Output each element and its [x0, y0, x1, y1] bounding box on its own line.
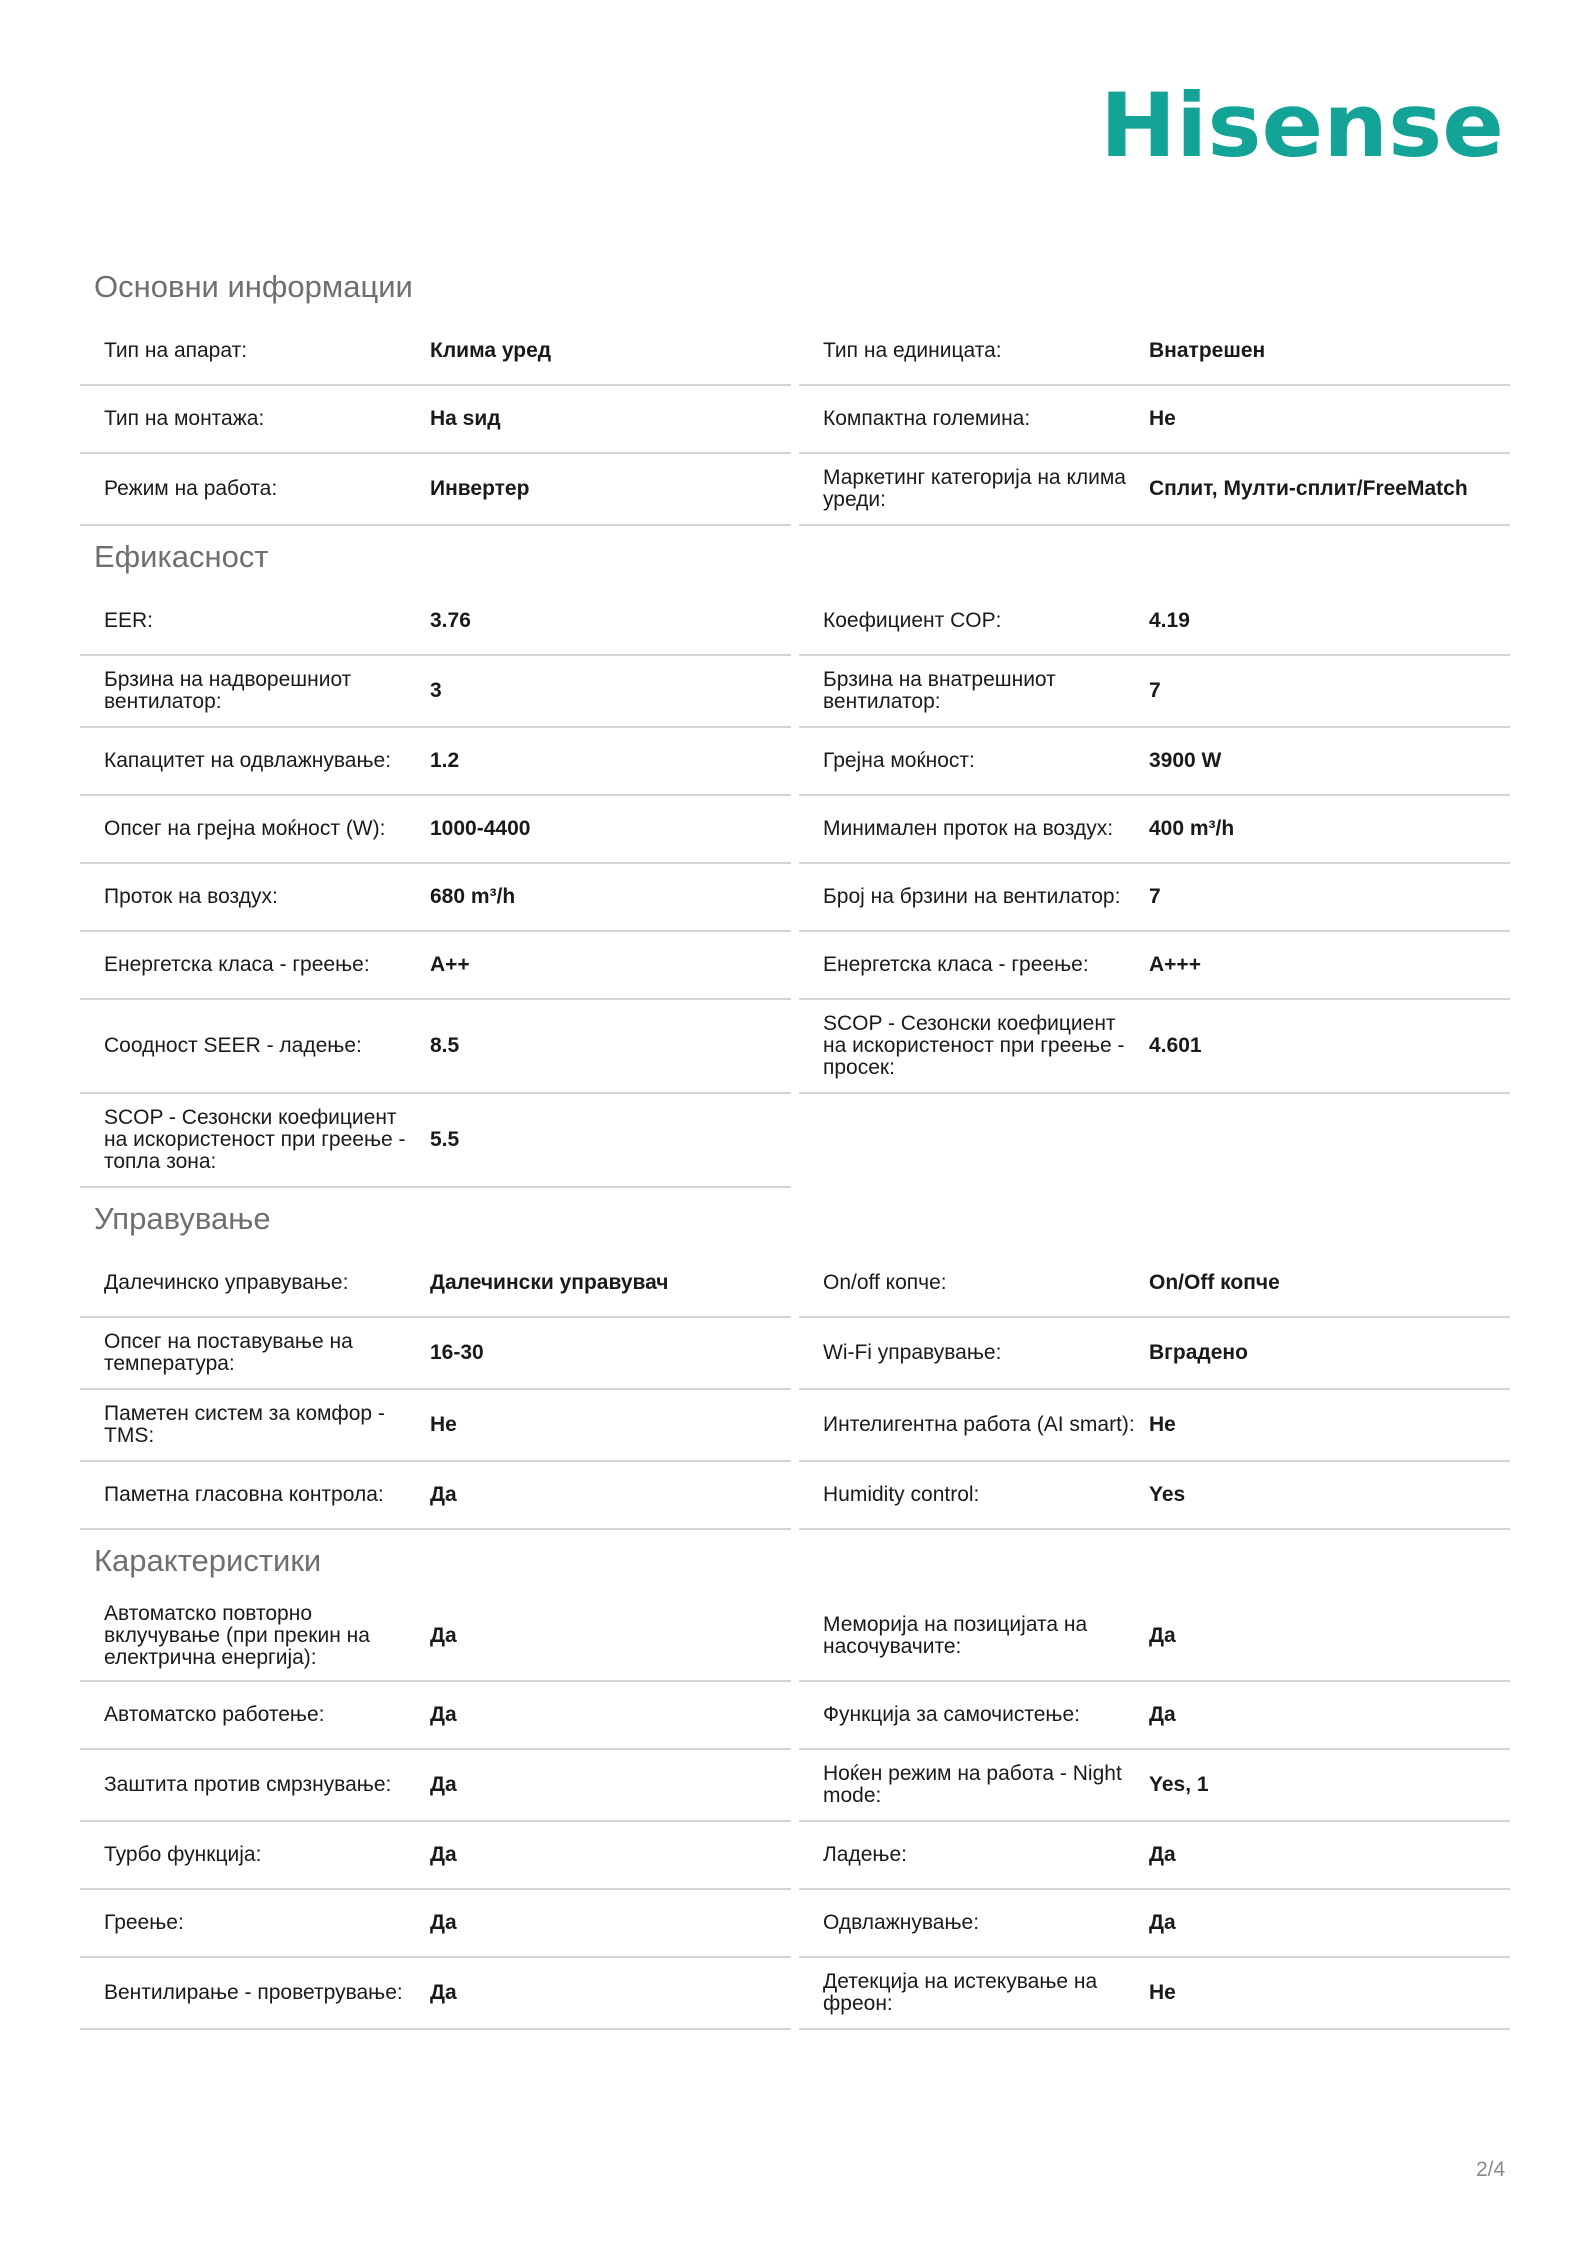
spec-label: Број на брзини на вентилатор: [823, 885, 1121, 908]
spec-value: 400 m³/h [1149, 817, 1235, 840]
spec-value: Да [430, 1773, 457, 1796]
spec-grid [80, 1592, 1510, 2030]
spec-label: Капацитет на одвлажнување: [104, 749, 392, 772]
brand-name: Hisense [1100, 80, 1504, 172]
spec-row [80, 796, 791, 864]
spec-row [799, 1000, 1510, 1094]
spec-value: Yes [1149, 1483, 1186, 1506]
spec-row [80, 932, 791, 1000]
spec-label: Маркетинг категорија на клима уреди: [823, 466, 1126, 511]
hisense-logo [1098, 80, 1508, 172]
spec-value: Yes, 1 [1149, 1773, 1209, 1796]
spec-label: Режим на работа: [104, 477, 278, 500]
spec-label: Грејна моќност: [823, 749, 975, 772]
section-title: Основни информации [94, 269, 413, 304]
spec-column-right [799, 318, 1510, 526]
section-title: Управување [94, 1201, 271, 1236]
spec-column-left [80, 1592, 791, 2030]
spec-value: Да [430, 1911, 457, 1934]
spec-value: Вградено [1149, 1341, 1248, 1364]
spec-label: SCOP - Сезонски коефициент на искористеност при греење - просек: [823, 1012, 1125, 1079]
spec-label: On/off копче: [823, 1271, 947, 1294]
spec-value: 4.19 [1149, 609, 1190, 632]
spec-label: Humidity control: [823, 1483, 980, 1506]
spec-row [80, 1890, 791, 1958]
spec-column-left [80, 1250, 791, 1530]
spec-label: Опсег на поставување на температура: [104, 1330, 353, 1375]
spec-label: Функција за самочистење: [823, 1703, 1080, 1726]
spec-label: Вентилирање - проветрување: [104, 1981, 403, 2004]
spec-grid [80, 318, 1510, 526]
spec-value: 1000-4400 [430, 817, 531, 840]
spec-value: Сплит, Мулти-сплит/FreeMatch [1149, 477, 1468, 500]
spec-row [799, 656, 1510, 728]
spec-label: Енергетска класа - греење: [104, 953, 370, 976]
spec-row [80, 1000, 791, 1094]
spec-row [80, 1462, 791, 1530]
spec-row [799, 1750, 1510, 1822]
spec-label: Тип на монтажа: [104, 407, 265, 430]
spec-label: Автоматско повторно вклучување (при прекин на електрична енергија): [104, 1602, 370, 1669]
spec-value: Да [430, 1624, 457, 1647]
spec-value: 680 m³/h [430, 885, 516, 908]
spec-label: Проток на воздух: [104, 885, 278, 908]
spec-row [80, 1094, 791, 1188]
spec-label: Опсег на грејна моќност (W): [104, 817, 386, 840]
spec-row [799, 1822, 1510, 1890]
spec-label: Коефициент COP: [823, 609, 1002, 632]
spec-value: A++ [430, 953, 470, 976]
spec-value: Клима уред [430, 339, 552, 362]
spec-value: Да [1149, 1911, 1176, 1934]
spec-label: Интелигентна работа (AI smart): [823, 1413, 1135, 1436]
spec-row [799, 318, 1510, 386]
spec-label: Меморија на позицијата на насочувачите: [823, 1613, 1088, 1658]
spec-row [799, 1318, 1510, 1390]
spec-row [799, 932, 1510, 1000]
spec-label: Минимален проток на воздух: [823, 817, 1114, 840]
spec-label: Соодност SEER - ладење: [104, 1034, 362, 1057]
spec-label: Ладење: [823, 1843, 907, 1866]
spec-value: 3 [430, 679, 442, 702]
spec-row [80, 1318, 791, 1390]
spec-label: Далечинско управување: [104, 1271, 349, 1294]
spec-value: 3900 W [1149, 749, 1222, 772]
spec-value: Внатрешен [1149, 339, 1266, 362]
spec-row [80, 386, 791, 454]
spec-grid [80, 1250, 1510, 1530]
spec-label: Брзина на надворешниот вентилатор: [104, 668, 352, 713]
spec-value: Инвертер [430, 477, 530, 500]
spec-row [799, 728, 1510, 796]
section-0 [80, 256, 1510, 526]
spec-row [799, 454, 1510, 526]
section-2 [80, 1188, 1510, 1530]
spec-label: Детекција на истекување на фреон: [823, 1970, 1098, 2015]
spec-row [80, 1682, 791, 1750]
spec-row [80, 864, 791, 932]
spec-column-left [80, 588, 791, 1188]
spec-label: Автоматско работење: [104, 1703, 325, 1726]
spec-row [80, 1750, 791, 1822]
spec-value: Да [430, 1483, 457, 1506]
spec-grid [80, 588, 1510, 1188]
spec-value: 8.5 [430, 1034, 460, 1057]
spec-value: Да [1149, 1624, 1176, 1647]
spec-value: 7 [1149, 885, 1161, 908]
spec-value: 3.76 [430, 609, 471, 632]
spec-value: A+++ [1149, 953, 1201, 976]
spec-value: 4.601 [1149, 1034, 1202, 1057]
spec-label: Турбо функција: [104, 1843, 262, 1866]
spec-row [799, 1250, 1510, 1318]
section-title: Карактеристики [94, 1543, 322, 1578]
spec-label: Тип на апарат: [104, 339, 248, 362]
spec-value: 7 [1149, 679, 1161, 702]
spec-label: Брзина на внатрешниот вентилатор: [823, 668, 1056, 713]
spec-content [80, 256, 1510, 2030]
spec-value: Далечински управувач [430, 1271, 669, 1294]
spec-label: Ноќен режим на работа - Night mode: [823, 1762, 1122, 1807]
spec-row [80, 728, 791, 796]
spec-value: Не [430, 1413, 457, 1436]
spec-label: Wi-Fi управување: [823, 1341, 1002, 1364]
spec-label: Тип на единицата: [823, 339, 1002, 362]
spec-column-right [799, 588, 1510, 1188]
section-3 [80, 1530, 1510, 2030]
spec-row [80, 1390, 791, 1462]
spec-row [799, 1462, 1510, 1530]
spec-label: Енергетска класа - греење: [823, 953, 1089, 976]
spec-value: Да [430, 1981, 457, 2004]
spec-column-right [799, 1592, 1510, 2030]
spec-row [799, 588, 1510, 656]
spec-row [799, 386, 1510, 454]
spec-label: Заштита против смрзнување: [104, 1773, 392, 1796]
spec-row [799, 1390, 1510, 1462]
spec-value: На ѕид [430, 407, 501, 430]
spec-value: Да [430, 1703, 457, 1726]
spec-label: Греење: [104, 1911, 184, 1934]
spec-row [799, 1682, 1510, 1750]
spec-row [80, 454, 791, 526]
spec-row [799, 1094, 1510, 1188]
spec-row [80, 1822, 791, 1890]
spec-value: 5.5 [430, 1128, 460, 1151]
spec-row [80, 1250, 791, 1318]
spec-value: Да [1149, 1703, 1176, 1726]
section-1 [80, 526, 1510, 1188]
spec-value: 16-30 [430, 1341, 484, 1364]
spec-row [799, 1890, 1510, 1958]
spec-row [80, 318, 791, 386]
spec-value: Да [1149, 1843, 1176, 1866]
spec-row [80, 656, 791, 728]
spec-row [799, 864, 1510, 932]
spec-column-left [80, 318, 791, 526]
spec-row [799, 796, 1510, 864]
spec-label: Паметна гласовна контрола: [104, 1483, 384, 1506]
spec-row [799, 1592, 1510, 1682]
spec-value: Не [1149, 1981, 1176, 2004]
spec-value: Не [1149, 1413, 1176, 1436]
spec-value: 1.2 [430, 749, 460, 772]
section-title: Ефикасност [94, 539, 269, 574]
spec-label: EER: [104, 609, 154, 632]
spec-row [80, 1958, 791, 2030]
spec-column-right [799, 1250, 1510, 1530]
spec-label: Паметен систем за комфор - TMS: [104, 1402, 385, 1447]
spec-value: On/Off копче [1149, 1271, 1280, 1294]
spec-row [799, 1958, 1510, 2030]
spec-row [80, 588, 791, 656]
page-number: 2/4 [1476, 2158, 1506, 2181]
spec-label: SCOP - Сезонски коефициент на искористеност при греење - топла зона: [104, 1106, 406, 1173]
spec-value: Не [1149, 407, 1176, 430]
spec-label: Одвлажнување: [823, 1911, 980, 1934]
spec-row [80, 1592, 791, 1682]
spec-label: Компактна големина: [823, 407, 1031, 430]
spec-value: Да [430, 1843, 457, 1866]
